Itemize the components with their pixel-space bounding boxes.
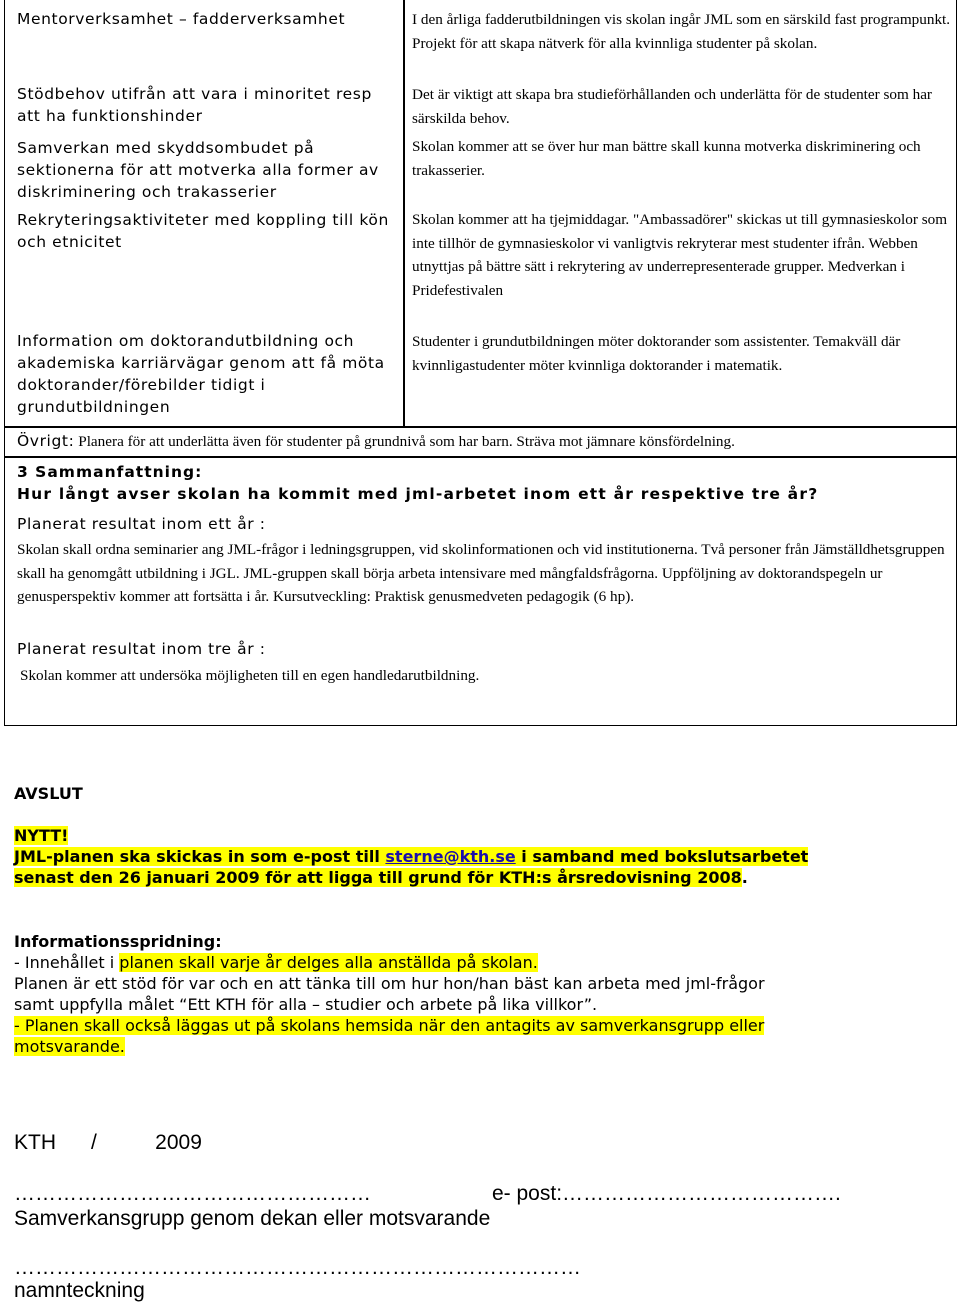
info-heading: Informationsspridning: (14, 932, 222, 951)
ovrigt-text: Planera för att underlätta även för studenter på grundnivå som har barn. Sträva mot jämnare könsfördelning. (78, 433, 735, 450)
epost-line: e- post:…………………………………. (492, 1182, 841, 1205)
one-year-label: Planerat resultat inom ett år : (17, 515, 266, 533)
table-row-right-cell: Studenter i grundutbildningen möter doktorander som assistenter. Temakväll där kvinnligastudenter möter kvinnliga doktorander i matematik. (412, 333, 901, 374)
info-line-4: - Planen skall också läggas ut på skolans hemsida när den antagits av samverkansgrupp eller (14, 1016, 765, 1035)
namnteckning-dots: ……………………………………………………………………… (14, 1256, 581, 1279)
samverkan-label: Samverkansgrupp genom dekan eller motsvarande (14, 1207, 491, 1230)
table-row-left-cell: Rekryteringsaktiviteter med koppling till kön och etnicitet (17, 211, 389, 251)
row-divider (5, 426, 956, 428)
row-divider (5, 456, 956, 458)
info-line-1: - Innehållet i planen skall varje år delges alla anställda på skolan. (14, 953, 538, 972)
kth-date-line: KTH / 2009 (14, 1131, 202, 1154)
nytt-label: NYTT! (14, 826, 69, 845)
deadline-line-1: JML-planen ska skickas in som e-post till sterne@kth.se i samband med bokslutsarbetet (14, 847, 809, 866)
info-line-3: samt uppfylla målet “Ett KTH för alla – studier och arbete på lika villkor”. (14, 995, 598, 1014)
info-line-2: Planen är ett stöd för var och en att tänka till om hur hon/han bäst kan arbeta med jml-frågor (14, 974, 765, 993)
column-divider (403, 0, 405, 426)
table-row-right-cell: Skolan kommer att ha tjejmiddagar. "Ambassadörer" skickas ut till gymnasieskolor som inte tillhör de gymnasieskolor vi vanligtvis rekryterar mest studenter ifrån. Webben utnyttjas på bättre sätt i rekrytering av underrepresenterade grupper. Medverkan i Pridefestivalen (412, 211, 948, 299)
table-row-left-cell: Samverkan med skyddsombudet på sektionerna för att motverka alla former av diskriminering och trakasserier (17, 139, 379, 201)
ovrigt-label: Övrigt: (17, 432, 75, 450)
avslut-heading: AVSLUT (14, 784, 83, 803)
plan-table (4, 0, 957, 726)
table-row-right-cell: I den årliga fadderutbildningen vis skolan ingår JML som en särskild fast programpunkt. Projekt för att skapa nätverk för alla kvinnliga studenter på skolan. (412, 11, 951, 52)
one-year-text: Skolan skall ordna seminarier ang JML-frågor i ledningsgruppen, vid skolinformationen och vid institutionerna. Två personer från Jämställdhetsgruppen skall ha genomgått utbildning i JGL. JML-gruppen skall börja arbeta intensivare med mångfaldsfrågorna. Uppföljning av doktorandspegeln ur genusperspektiv kommer att fortsätta i år. Kursutveckling: Praktisk genusmedveten pedagogik (6 hp). (17, 541, 945, 605)
deadline-line-2: senast den 26 januari 2009 för att ligga till grund för KTH:s årsredovisning 2008. (14, 868, 748, 887)
signature-dots: …………………………………………… (14, 1182, 371, 1205)
table-row-right-cell: Det är viktigt att skapa bra studieförhållanden och underlätta för de studenter som har särskilda behov. (412, 86, 932, 127)
table-row-right-cell: Skolan kommer att se över hur man bättre skall kunna motverka diskriminering och trakasserier. (412, 138, 921, 179)
email-link[interactable]: sterne@kth.se (385, 847, 516, 866)
table-row-left-cell: Stödbehov utifrån att vara i minoritet resp att ha funktionshinder (17, 85, 372, 125)
table-row-left-cell: Mentorverksamhet – fadderverksamhet (17, 10, 346, 28)
ovrigt-row (17, 430, 735, 453)
summary-heading: 3 Sammanfattning: (17, 463, 203, 481)
info-line-5: motsvarande. (14, 1037, 125, 1056)
three-year-text: Skolan kommer att undersöka möjligheten till en egen handledarutbildning. (20, 667, 480, 684)
namnteckning-label: namnteckning (14, 1279, 145, 1302)
three-year-label: Planerat resultat inom tre år : (17, 640, 266, 658)
summary-question: Hur långt avser skolan ha kommit med jml-arbetet inom ett år respektive tre år? (17, 485, 819, 503)
table-row-left-cell: Information om doktorandutbildning och akademiska karriärvägar genom att få möta doktorander/förebilder tidigt i grundutbildningen (17, 332, 385, 416)
